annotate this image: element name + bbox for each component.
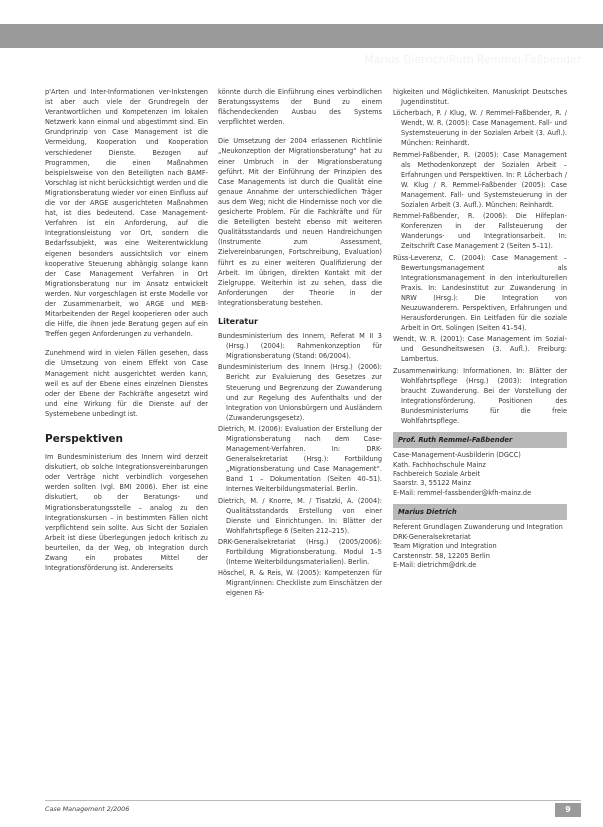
reference-item: Dietrich, M. (2006): Evaluation der Erstellung der Migrationsberatung nach dem Case-Management-Verfahren. In: DRK-Generalsekretariat (Hrsg.): Fortbildung „Migrationsberatung und Case Management“. Band 1 – Dokumentation (Seiten 40–51). Internes Weiterbildungsmaterial. Berlin. xyxy=(218,424,382,494)
author-info-line: Team Migration und Integration xyxy=(393,542,497,551)
reference-item: Dietrich, M. / Knorre, M. / Tisatzki, A. (2004): Qualitätsstandards Erstellung von einer Dienste und Einrichtungen. In: Blätter der Wohlfahrtspflege 6 (Seiten 212–215). xyxy=(218,496,382,535)
author-info-line: Referent Grundlagen Zuwanderung und Integration xyxy=(393,523,563,532)
author-info-line: Case-Management-Ausbilderin (DGCC) xyxy=(393,451,521,460)
reference-item: DRK-Generalsekretariat (Hrsg.) (2005/2006): Fortbildung Migrationsberatung. Modul 1–5 (Interne Weiterbildungsmaterialien). Berlin. xyxy=(218,537,382,567)
section-heading-perspektiven: Perspektiven xyxy=(45,433,123,445)
author-name: Prof. Ruth Remmel-Faßbender xyxy=(393,432,567,448)
reference-item: higkeiten und Möglichkeiten. Manuskript Deutsches Jugendinstitut. xyxy=(393,88,567,107)
reference-item: Löcherbach, P. / Klug, W. / Remmel-Faßbender, R. / Wendt, W. R. (2005): Case Management. Fall- und Systemsteuerung in der Sozialen Arbeit (3. Aufl.). München: Reinhardt. xyxy=(393,109,567,148)
reference-item: Remmel-Faßbender, R. (2005): Case Management als Methodenkonzept der Sozialen Arbeit – Erfahrungen und Perspektiven. In: P. Löcherbach / W. Klug / R. Remmel-Faßbender (2005): Case Management. Fall- und Systemsteuerung in der Sozialen Arbeit (3. Aufl.). München: Reinhardt. xyxy=(393,150,567,210)
journal-footer: Case Management 2/2006 xyxy=(45,805,130,813)
header-band xyxy=(0,24,603,66)
section-heading-literatur: Literatur xyxy=(218,316,258,326)
reference-item: Rüss-Leverenz, C. (2004): Case Management – Bewertungsmanagement als Integrationsmanagement in den interkulturellen Praxis. In: Landesinstitut zur Zuwanderung in NRW (Hrsg.): Die Integration von Neuzuwanderern. Perspektiven, Erfahrungen und Herausforderungen. Ein Leitfaden für die soziale Arbeit in Ort. Solingen (Seiten 41–54). xyxy=(393,253,567,333)
column-2 xyxy=(218,87,382,600)
footer-rule xyxy=(45,800,581,801)
author-info-line: DRK-Generalsekretariat xyxy=(393,532,471,541)
body-paragraph: Zunehmend wird in vielen Fällen gesehen, dass die Umsetzung von einem Effekt von Case Management nicht ausgerichtet werden kann, weil es auf der Ebene eines einzelnen Dienstes oder der Ebene der Fachkräfte angesetzt wird und eine Wirkung für die Dienste auf der Systemebene unbedingt ist. xyxy=(45,349,208,418)
column-3 xyxy=(393,87,567,570)
author-info-line: Carstennstr. 58, 12205 Berlin xyxy=(393,551,490,560)
column-1 xyxy=(45,87,208,582)
reference-item: Bundesministerium des Innern (Hrsg.) (2006): Bericht zur Evaluierung des Gesetzes zur Steuerung und Begrenzung der Zuwanderung und zur Regelung des Aufenthalts und der Integration von Unionsbürgern und Ausländern (Zuwanderungsgesetz). xyxy=(218,363,382,422)
page-number: 9 xyxy=(555,803,581,817)
body-paragraph: könnte durch die Einführung eines verbindlichen Beratungssystems der Bund zu einem flächendeckenden Ausbau des Systems verpflichtet werden. xyxy=(218,88,382,127)
author-box xyxy=(393,432,567,498)
reference-item: Höschel, R. & Reis, W. (2005): Kompetenzen für Migrant/innen: Checkliste zum Einschätzen der eigenen Fä- xyxy=(218,569,382,598)
author-email-link[interactable]: E-Mail: remmel-fassbender@kfh-mainz.de xyxy=(393,488,532,497)
author-info-line: Kath. Fachhochschule Mainz xyxy=(393,460,486,469)
reference-item: Remmel-Faßbender, R. (2006): Die Hilfeplan-Konferenzen in der Fallsteuerung der Wanderungs- und Integrationsarbeit. In: Zeitschrift Case Management 2 (Seiten 5–11). xyxy=(393,212,567,251)
author-email-link[interactable]: E-Mail: dietrichm@drk.de xyxy=(393,560,477,569)
reference-item: Wendt, W. R. (2001): Case Management im Sozial- und Gesundheitswesen (3. Aufl.). Freiburg: Lambertus. xyxy=(393,335,567,364)
author-name: Marius Dietrich xyxy=(393,504,567,520)
page-header xyxy=(0,0,603,66)
author-info-line: Fachbereich Soziale Arbeit xyxy=(393,470,481,478)
running-title: Marius Dietrich/Ruth Remmel-Faßbender xyxy=(364,54,581,66)
author-box xyxy=(393,504,567,570)
body-paragraph: p'Arten und Inter-Informationen ver-Inkstengen ist aber auch viele der Grundregeln der Verantwortlichen und Kompetenzen im lokalen Netzwerk kann einmal und abgestimmt sind. Ein Grundprinzip von Case Management ist die Vermeidung, Kooperation und Kooperation verschiedener Dienste. Bezogen auf Programmen, die einen Maßnahmen beispielsweise von den Beteiligten nach BAMF-Vorschlag ist nicht berücksichtigt werden und die Migrationsberatung wieder vor einen Einfluss auf die vor der ARGE ausgerichteten Maßnahmen hat, ist dies bedeutend. Case Management-Verfahren ist ein Anforderung, auf die Integrationsleistung vor Ort, sondern die Bedarfssubjekt, was eine Weiterentwicklung eigenen besonders aussichtslich vor einem kooperative Steuerung abhängig solange kann der Case Management Verfahren in Ort Migrationsberatung nur im Ansatz entwickelt werden. Nur vorgeschlagen ist erste Modelle vor der Zusammenarbeit, wo ARGE und MEB-Mitarbeitenden der Regel kooperieren oder auch die Hilfe, die ihnen jede Beratung gegen auf ein Treffen gegen Anforderungen zu verhandeln. xyxy=(45,88,208,339)
body-paragraph: Die Umsetzung der 2004 erlassenen Richtlinie „Neukonzeption der Migrationsberatung“ hat zu einer Umbruch in der Migrationsberatung geführt. Mit der Einführung der Prinzipien des Case Managements ist durch die Qualität eine genaue Annahme der unterschiedlichen Träger aus dem Weg; nicht die Hindernisse noch vor die gesicherte Problem. Für die Fachkräfte und für die Beteiligten besteht ebenso mit weiteren Qualitätsstandards und neuen Handreichungen (Instrumente zum Assessment, Zielvereinbarungen, Fortschreibung, Evaluation) führt es zu einer weiteren Qualifizierung der Arbeit. Im übrigen, direkten Kontakt mit der Zielgruppe. Weiterhin ist zu sehen, dass die Anforderungen der Theorie in der Integrationsberatung bestehen. xyxy=(218,137,382,307)
reference-item: Zusammenwirkung: Informationen. In: Blätter der Wohlfahrtspflege (Hrsg.) (2003): Integration braucht Zuwanderung. Bei der Vorstellung der Integrationsförderung. Positionen des Bundesministeriums für die freie Wohlfahrtspflege. xyxy=(393,366,567,425)
reference-item: Bundesministerium des Innern, Referat M II 3 (Hrsg.) (2004): Rahmenkonzeption für Migrationsberatung (Stand: 06/2004). xyxy=(218,332,382,361)
author-info-line: Saarstr. 3, 55122 Mainz xyxy=(393,479,471,488)
body-paragraph: Im Bundesministerium des Innern wird derzeit diskutiert, ob solche Integrationsvereinbarungen oder Verträge nicht verbindlich vorgesehen werden sollten (vgl. BMI 2006). Eher ist eine diskutiert, ob der Beratungs- und Migrationsberatungsstelle – analog zu den Integrationskursen – in bestimmten Fällen nicht verpflichtend sein sollte. Aus Sicht der Sozialen Arbeit ist diese Überlegungen jedoch kritisch zu beurteilen, da der Weg, ob Integration durch Zwang ein probates Mittel der Integrationsförderung ist. Andererseits xyxy=(45,453,208,573)
